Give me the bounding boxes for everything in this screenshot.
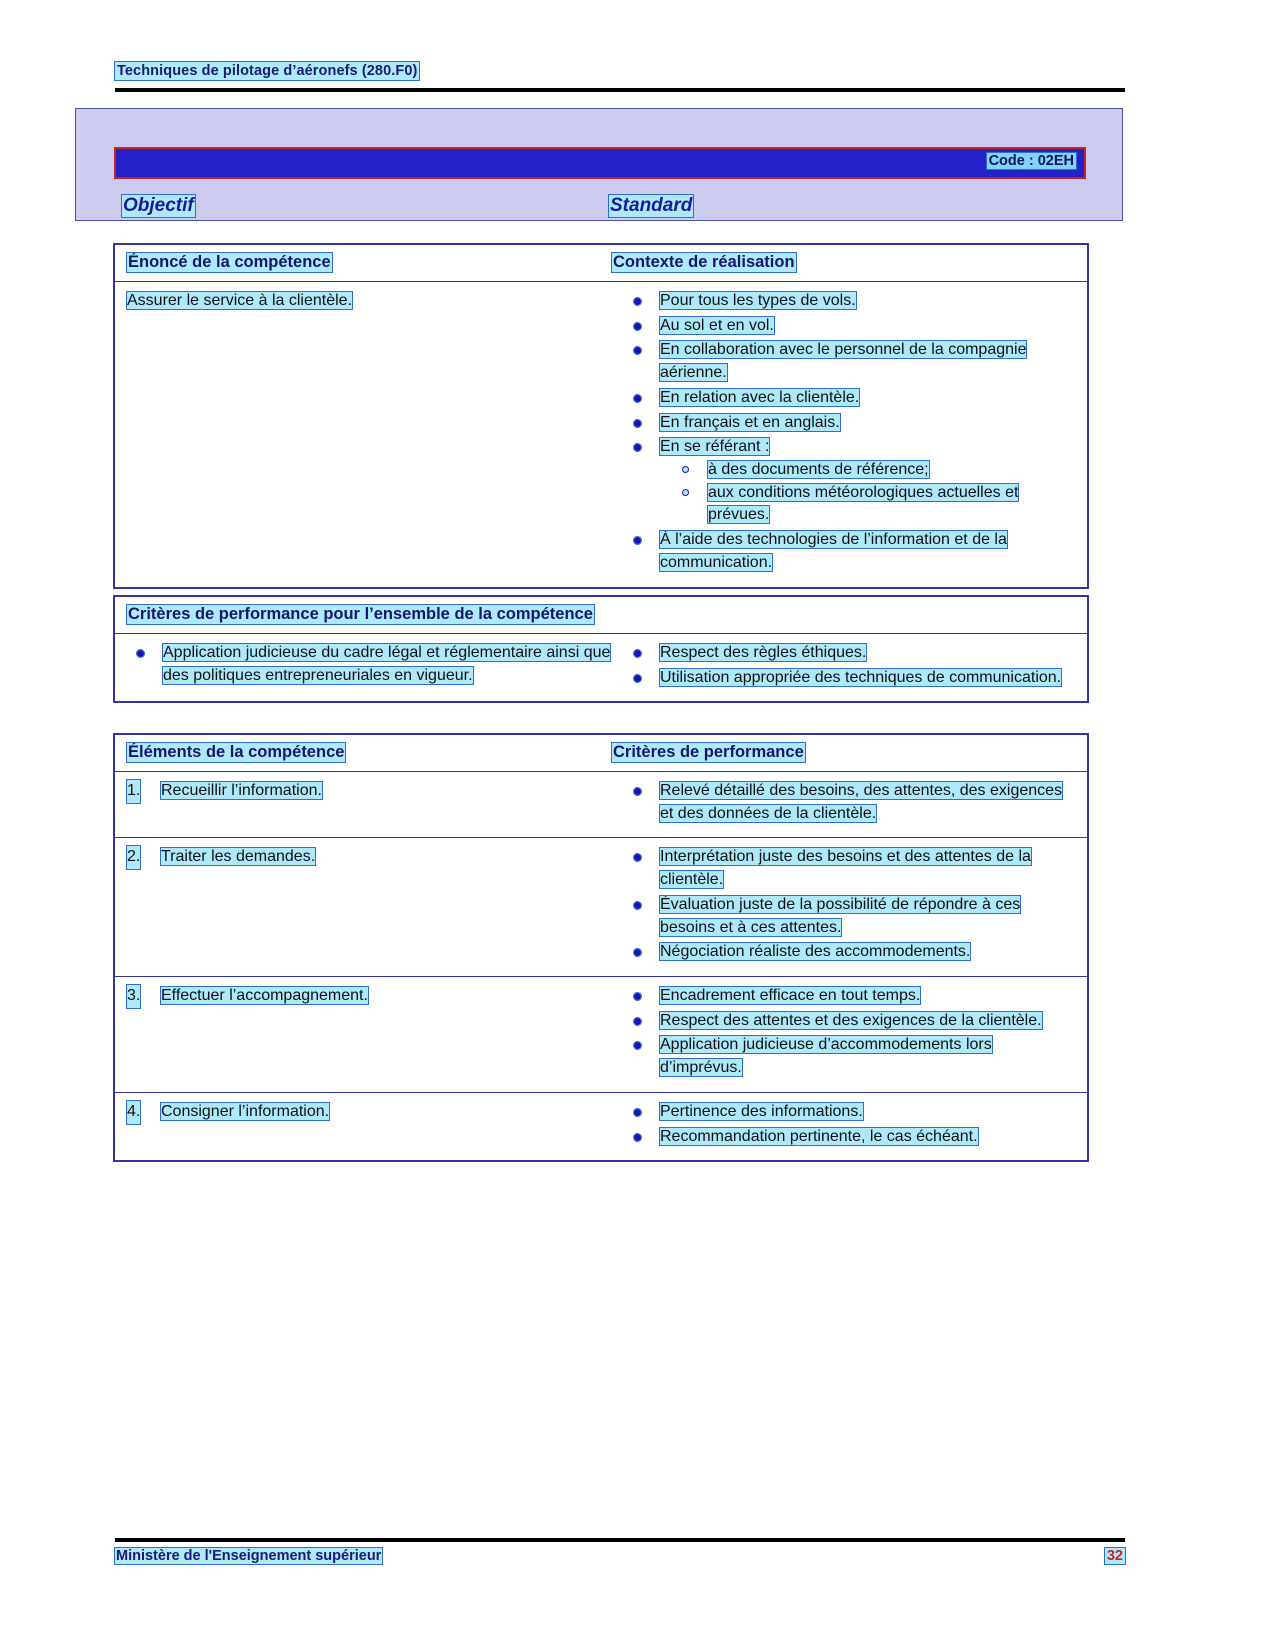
standard-label: Standard: [610, 195, 693, 216]
list-item: [612, 412, 1077, 435]
list-item: [612, 846, 1077, 891]
list-item: [612, 1034, 1077, 1079]
band-labels: [122, 195, 1102, 221]
list-item: [612, 290, 1077, 313]
header-divider: [115, 88, 1125, 92]
global-criteria-text: Utilisation appropriée des techniques de communication.: [660, 668, 1062, 686]
criteria-list: [612, 780, 1077, 825]
table-row: [115, 771, 1087, 837]
context-list: [612, 290, 1077, 575]
global-criteria-text: Respect des règles éthiques.: [660, 644, 867, 661]
objectif-label: Objectif: [123, 195, 194, 216]
list-item: [612, 894, 1077, 939]
element-item: [127, 1101, 602, 1124]
bullet-icon: [634, 395, 641, 402]
element-number: 1.: [127, 780, 140, 803]
bullet-icon: [634, 298, 641, 305]
objective-standard-band: [75, 108, 1123, 221]
list-item: [612, 387, 1077, 410]
bullet-icon: [634, 323, 641, 330]
criterion-text: Recommandation pertinente, le cas échéant.: [660, 1127, 978, 1145]
element-item: [127, 846, 602, 869]
context-subtext: aux conditions météorologiques actuelles et prévues.: [708, 483, 1019, 524]
global-criteria-content-row: [115, 633, 1087, 701]
competency-statement-cell: [115, 282, 612, 587]
list-item: [612, 642, 1079, 665]
criterion-text: Encadrement efficace en tout temps.: [660, 987, 921, 1005]
global-criteria-left-cell: [115, 642, 612, 691]
list-item: [660, 459, 1077, 482]
performance-criteria-header: Critères de performance: [613, 743, 804, 761]
bullet-icon: [137, 650, 144, 657]
context-text: À l’aide des technologies de l’information et de la communication.: [660, 531, 1007, 571]
global-criteria-header-row: [115, 597, 1087, 633]
element-number: 4.: [127, 1101, 140, 1124]
global-criteria-left-list: [115, 642, 612, 687]
bullet-icon: [634, 650, 641, 657]
bullet-icon: [634, 675, 641, 682]
competency-statement-header: Énoncé de la compétence: [128, 253, 331, 271]
global-criteria-text: Application judicieuse du cadre légal et réglementaire ainsi que des politiques entrepreneuriales en vigueur.: [163, 644, 611, 684]
elements-box: [113, 733, 1089, 1162]
circle-bullet-icon: [682, 489, 689, 496]
bullet-icon: [634, 1042, 641, 1049]
table-row: [115, 1092, 1087, 1160]
bullet-icon: [634, 1134, 641, 1141]
element-item: [127, 780, 602, 803]
competency-content-row: [115, 281, 1087, 587]
element-number: 2.: [127, 846, 140, 869]
criterion-text: Négociation réaliste des accommodements.: [660, 943, 971, 961]
context-sublist: [660, 459, 1077, 527]
bullet-icon: [634, 1018, 641, 1025]
list-item: [612, 941, 1077, 964]
criteria-list: [612, 1101, 1077, 1148]
global-criteria-right-list: [612, 642, 1079, 689]
list-item: [115, 642, 612, 687]
criteria-cell: [612, 772, 1087, 837]
list-item: [612, 1101, 1077, 1124]
bullet-icon: [634, 854, 641, 861]
competency-header-row: [115, 245, 1087, 281]
element-cell: [115, 1093, 612, 1160]
context-subtext: à des documents de référence;: [708, 461, 929, 479]
element-label: Traiter les demandes.: [161, 848, 316, 866]
context-header: Contexte de réalisation: [613, 253, 795, 271]
bullet-icon: [634, 949, 641, 956]
bullet-icon: [634, 420, 641, 427]
competency-code: Code : 02EH: [988, 153, 1074, 169]
list-item: [612, 780, 1077, 825]
criteria-list: [612, 985, 1077, 1080]
criterion-text: Relevé détaillé des besoins, des attentes, des exigences et des données de la clientèle.: [660, 782, 1063, 822]
element-cell: [115, 772, 612, 837]
list-item: [612, 1010, 1077, 1033]
element-number: 3.: [127, 985, 140, 1008]
element-label: Recueillir l’information.: [161, 782, 322, 799]
competency-code-bar: [114, 147, 1086, 179]
bullet-icon: [634, 537, 641, 544]
element-label: Effectuer l’accompagnement.: [161, 987, 368, 1005]
bullet-icon: [634, 1109, 641, 1116]
element-item: [127, 985, 602, 1008]
criterion-text: Interprétation juste des besoins et des attentes de la clientèle.: [660, 848, 1031, 889]
context-text: En français et en anglais.: [660, 413, 840, 431]
bullet-icon: [634, 347, 641, 354]
footer-ministry: Ministère de l'Enseignement supérieur: [116, 1548, 382, 1564]
table-row: [115, 837, 1087, 976]
bullet-icon: [634, 902, 641, 909]
criterion-text: Respect des attentes et des exigences de la clientèle.: [660, 1011, 1042, 1029]
criterion-text: Évaluation juste de la possibilité de répondre à ces besoins et à ces attentes.: [660, 895, 1021, 936]
bullet-icon: [634, 444, 641, 451]
context-cell: [612, 282, 1087, 587]
criterion-text: Pertinence des informations.: [660, 1102, 863, 1120]
context-text: Au sol et en vol.: [660, 316, 774, 334]
elements-header-row: [115, 735, 1087, 771]
elements-header: Éléments de la compétence: [128, 743, 345, 761]
circle-bullet-icon: [682, 466, 689, 473]
bullet-icon: [634, 788, 641, 795]
program-title: Techniques de pilotage d’aéronefs (280.F0): [117, 63, 418, 79]
list-item: [612, 436, 1077, 527]
criteria-cell: [612, 1093, 1087, 1160]
context-text: En collaboration avec le personnel de la compagnie aérienne.: [660, 341, 1027, 382]
bullet-icon: [634, 993, 641, 1000]
competency-statement: Assurer le service à la clientèle.: [127, 292, 352, 309]
list-item: [612, 985, 1077, 1008]
page-header: [115, 62, 1125, 80]
criterion-text: Application judicieuse d’accommodements lors d’imprévus.: [660, 1036, 992, 1077]
competency-box: [113, 243, 1089, 589]
criteria-cell: [612, 977, 1087, 1092]
context-text: En relation avec la clientèle.: [660, 388, 860, 406]
element-cell: [115, 977, 612, 1092]
list-item: [660, 482, 1077, 527]
list-item: [612, 1126, 1077, 1149]
element-cell: [115, 838, 612, 976]
table-row: [115, 976, 1087, 1092]
context-text: Pour tous les types de vols.: [660, 292, 856, 309]
list-item: [612, 667, 1079, 690]
list-item: [612, 315, 1077, 338]
criteria-list: [612, 846, 1077, 964]
element-label: Consigner l’information.: [161, 1102, 330, 1120]
context-text: En se référant :: [660, 438, 770, 456]
global-criteria-header: Critères de performance pour l’ensemble de la compétence: [128, 605, 593, 623]
page-number: 32: [1106, 1548, 1123, 1564]
footer-divider: [115, 1538, 1125, 1542]
global-criteria-right-cell: [612, 642, 1079, 691]
criteria-cell: [612, 838, 1087, 976]
global-criteria-box: [113, 595, 1089, 703]
list-item: [612, 529, 1077, 574]
list-item: [612, 339, 1077, 384]
